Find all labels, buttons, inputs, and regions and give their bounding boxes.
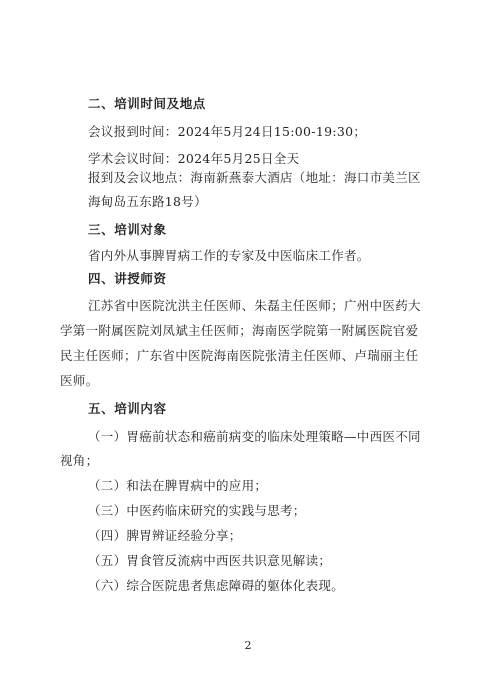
content-item-3: （三）中医药临床研究的实践与思考； [88, 503, 306, 518]
venue-address-line: 海甸岛五东路18号） [88, 194, 207, 209]
section-heading-lecturers: 四、讲授师资 [88, 271, 167, 286]
content-item-6: （六）综合医院患者焦虑障碍的躯体化表现。 [88, 578, 345, 593]
section-heading-content: 五、培训内容 [88, 401, 167, 416]
registration-time: 会议报到时间：2024年5月24日15:00-19:30； [88, 124, 367, 139]
lecturers-line-2: 学第一附属医院刘凤斌主任医师；海南医学院第一附属医院官爱 [60, 323, 419, 338]
lecturers-line-3: 民主任医师；广东省中医院海南医院张清主任医师、卢瑞丽主任 [60, 348, 419, 363]
page-number: 2 [244, 639, 252, 652]
lecturers-line-4: 医师。 [60, 373, 99, 388]
content-item-1-line-1: （一）胃癌前状态和癌前病变的临床处理策略—中西医不同 [88, 429, 421, 444]
audience-text: 省内外从事脾胃病工作的专家及中医临床工作者。 [88, 248, 370, 263]
academic-meeting-time: 学术会议时间：2024年5月25日全天 [88, 151, 300, 166]
content-item-1-line-2: 视角； [60, 453, 99, 468]
content-item-4: （四）脾胃辨证经验分享； [88, 528, 242, 543]
venue-line: 报到及会议地点：海南新燕泰大酒店（地址：海口市美兰区 [88, 170, 421, 185]
lecturers-line-1: 江苏省中医院沈洪主任医师、朱磊主任医师；广州中医药大 [88, 298, 421, 313]
content-item-2: （二）和法在脾胃病中的应用； [88, 478, 268, 493]
content-item-5: （五）胃食管反流病中西医共识意见解读； [88, 553, 332, 568]
section-heading-time-location: 二、培训时间及地点 [88, 96, 206, 111]
section-heading-audience: 三、培训对象 [88, 222, 167, 237]
